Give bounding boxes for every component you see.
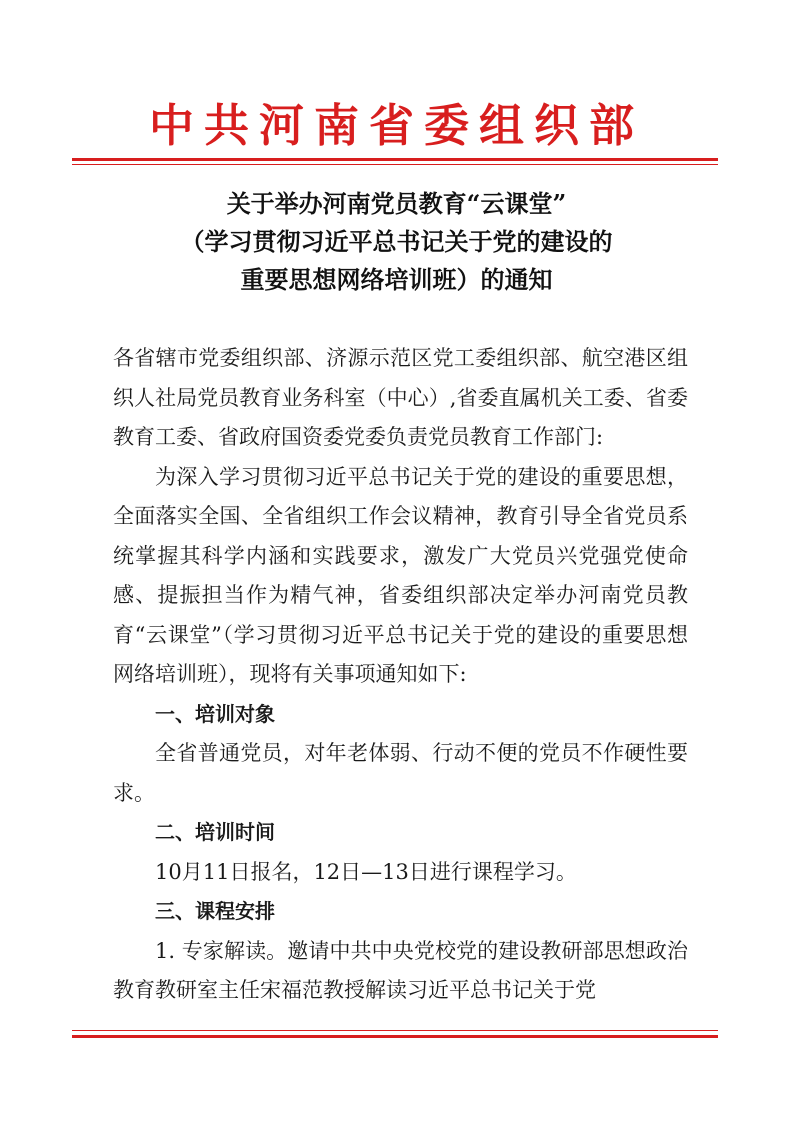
issuing-organization-header: 中共河南省委组织部 [148, 99, 644, 152]
section-heading-course-arrangement: 三、课程安排 [155, 899, 275, 923]
section-text-course-item-1: 1. 专家解读。邀请中共中央党校党的建设教研部思想政治教育教研室主任宋福范教授解读习近平总书记关于党 [113, 938, 688, 1002]
salutation-paragraph: 各省辖市党委组织部、济源示范区党工委组织部、航空港区组织人社局党员教育业务科室（中心）,省委直属机关工委、省委教育工委、省政府国资委党委负责党员教育工作部门: [113, 346, 688, 449]
intro-paragraph: 为深入学习贯彻习近平总书记关于党的建设的重要思想，全面落实全国、全省组织工作会议精神，教育引导全省党员系统掌握其科学内涵和实践要求，激发广大党员兴党强党使命感、提振担当作为精气神，省委组织部决定举办河南党员教育“云课堂”（学习贯彻习近平总书记关于党的建设的重要思想网络培训班），现将有关事项通知如下: [113, 464, 688, 686]
header-red-rule-thin [72, 164, 718, 165]
document-title-line-2: （学习贯彻习近平总书记关于党的建设的 [180, 227, 613, 256]
footer-red-rule-thin [72, 1030, 718, 1031]
section-heading-training-time: 二、培训时间 [155, 820, 275, 844]
document-title-line-3: 重要思想网络培训班）的通知 [240, 265, 553, 294]
document-title [0, 185, 793, 299]
document-title-line-1: 关于举办河南党员教育“云课堂” [226, 189, 567, 218]
section-text-training-time: 10月11日报名，12日—13日进行课程学习。 [155, 859, 577, 884]
section-text-training-targets: 全省普通党员，对年老体弱、行动不便的党员不作硬性要求。 [113, 741, 688, 805]
footer-red-rule-thick [72, 1035, 718, 1038]
header-red-rule-thick [72, 158, 718, 161]
document-body [113, 339, 688, 1011]
section-heading-training-targets: 一、培训对象 [155, 701, 275, 726]
